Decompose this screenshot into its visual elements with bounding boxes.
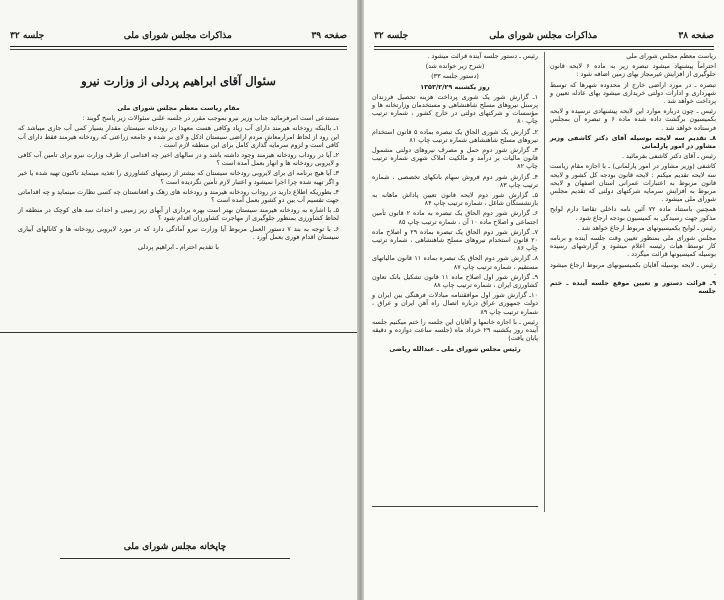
article-title: سئوال آقای ابراهیم پردلی از وزارت نیرو [81,74,276,88]
right-page-header [374,28,714,44]
agenda-heading: (دستور جلسه ۳۳) [431,72,479,81]
left-header-rule [10,46,347,47]
right-page-label: صفحه ۳۸ [678,31,714,41]
agenda-item: ۴ـ گزارش شور دوم فروش سهام بانکهای تخصصی ، شماره ترتیب چاپ ۸۳ [372,172,538,189]
agenda-item: ۶ـ گزارش شور دوم الحاق یک تبصره به ماده ۲ قانون تأمین اجتماعی و اصلاح ماده ۱۰ آن ، شماره ترتیب چاپ ۸۵ [372,209,538,226]
article-body [18,104,339,253]
right-page-session-label: جلسه ۳۲ [374,31,409,41]
agenda-item: ۱ـ گزارش شور یک شوری پرداخت هزینه تحصیل فرزندان پرسنل نیروهای مسلح شاهنشاهی و مستخدمان وزارتخانه ها و مؤسسات و شرکتهای دولتی در خارج کشور ، شماره ترتیب چاپ ۸۰ [372,92,538,126]
right-page [364,0,724,600]
article-paragraph: مستدعی است امرفرمائید جناب وزیر نیرو بموجب مقرر در جلسه علنی سئوالات زیر پاسخ گویند : [82,114,339,123]
article-paragraph: ۴ـ بطوریکه اطلاع دارید در روداب رودخانه هیرمند و رودخانه های زهک و افغانستان چه کسی نظارت مینماید و چه اقداماتی جهت تقسیم آب بین دو کشور بعمل آمده است ؟ [18,187,339,205]
article-paragraph: ۶ـ با توجه به بند ۷ دستور العمل مربوط آیا وزارت نیرو آمادگی دارد که در مورد لایروبی رودخانه ها و کانالهای آبیاری سیستان اقدام فوری بعمل آورد . [18,224,339,241]
right-column-paragraph: رئیس ـ لوایح بکمیسیونهای مربوط ارجاع خواهد شد . [577,223,716,232]
article-paragraph: مقام ریاست معظم مجلس شورای ملی [117,104,240,112]
right-column-paragraph: احتراماً پیشنهاد میشود تبصره زیر به ماده ۶ لایحه قانون جلوگیری از افزایش غیرمجاز بهای زمین اضافه شود : [550,62,716,79]
right-column-paragraph: همچنین باستناد ماده ۷۲ آئین نامه داخلی تقاضا دارم لوایح مذکور جهت رسیدگی به کمیسیون بودجه ارجاع شود . [550,205,716,222]
left-page-label: صفحه ۳۹ [311,31,347,41]
left-section-divider [0,332,357,333]
speaker-signature: رئیس مجلس شورای ملی ـ عبدالله ریاضی [389,344,521,353]
left-header-rule-thin [10,49,347,50]
right-column-paragraph: تبصره ـ در مورد اراضی خارج از محدوده شهرها که توسط شهرداری و ادارات دولتی خریداری میشود بهای عادله تعیین و پرداخت خواهد شد . [550,80,716,106]
agenda-item: ۸ـ گزارش شور دوم الحاق یک تبصره بماده ۱۱ قانون مالیاتهای مستقیم ، شماره ترتیب چاپ ۸۷ [372,254,538,271]
right-column-paragraph: رئیس ـ چون درباره موارد این لایحه پیشنهادی نرسیده و لایحه بکمیسیون برگشت داده شده ماده ۶ و تبصره آن بمجلس فرستاده خواهد شد . [550,107,716,132]
left-column-paragraph: رئیس ـ دستور جلسه آینده قرائت میشود . [427,52,538,60]
right-page-end-rule [372,506,538,507]
article-signature: با تقدیم احترام ـ ابراهیم پردلی [138,243,219,252]
article-paragraph: ۲ـ آیا در روداب رودخانه هیرمند وجود داشته باشد و در سالهای اخیر چه اقدامی از طرف وزارت نیرو برای تامین آب کافی و لایروبی رودخانه ها و انهار بعمل آمده است ؟ [18,151,339,168]
right-column-paragraph: کاشفی (وزیر مشاور در امور پارلمانی) ـ با اجازه مقام ریاست سه لایحه تقدیم میکنم : لایحه قانون بودجه کل کشور و لایحه قانون مربوط به اعتبارات عمرانی استان اصفهان و لایحه مربوط به افزایش سرمایه شرکتهای دولتی که تقدیم مجلس شورای ملی میشود . [550,162,716,204]
right-column-paragraph: رئیس ـ آقای دکتر کاشفی بفرمائید . [621,152,716,161]
printer-imprint: چاپخانه مجلس شورای ملی [123,542,227,552]
left-page-header [10,28,347,44]
book-gutter [357,0,364,600]
section-heading: ۹ـ قرائت دستور و تعیین موقع جلسه آینده ـ ختم جلسه [550,279,716,296]
section-heading: ۸ـ تقدیم سه لایحه بوسیله آقای دکتر کاشفی وزیر مشاور در امور پارلمانی [550,133,716,151]
agenda-item: ۳ـ گزارش شور دوم حمل و مصرف نیروهای دولتی مشمول قانون مالیات بر درآمد و مالکیت املاک شهری شماره ترتیب چاپ ۸۲ [372,146,538,171]
right-header-rule-thin [374,49,714,50]
agenda-item: ۷ـ گزارش شور دوم الحاق یک تبصره بماده ۲۹ و اصلاح ماده ۲۰ قانون استخدام نیروهای مسلح شاهنشاهی ، شماره ترتیب چاپ ۸۶ [372,227,538,253]
right-column [550,52,716,297]
agenda-item: ۵ـ گزارش شور دوم لایحه قانون تعیین پاداش ماهانه به بازنشستگان شاغل ، شماره ترتیب چاپ ۸۴ [372,191,538,208]
agenda-item: ۱۰ـ گزارش شور اول موافقتنامه مبادلات فرهنگی بین ایران و دولت جمهوری عراق درباره اتصال راه آهن ایران و عراق ، شماره ترتیب چاپ ۸۹ [372,291,538,316]
agenda-date: روز یکشنبه ۱۳۵۳/۲/۲۹ [420,82,490,91]
article-paragraph: ۵ـ با اشاره به رودخانه هیرمند سیستان بهتر است بهره برداری از آبهای زیر زمینی و احداث سد های کوچک در منطقه از لحاظ کشاورزی بمنظور جلوگیری از مهاجرت کشاورزان اقدام شود ؟ [18,206,339,223]
agenda-item: ۲ـ گزارش یک شوری الحاق یک تبصره بماده ۵ قانون استخدام نیروهای مسلح شاهنشاهی شماره ترتیب چاپ ۸۱ [372,127,538,144]
left-column-paragraph: رئیس ـ با اجازه خانمها و آقایان این جلسه را ختم میکنیم جلسه آینده روز یکشنبه ۲۹ خرداد ماه (جلسه ساعت دوازده و دقیقه پایان یافت) [372,317,538,343]
right-column-paragraph: رئیس ـ لایحه بوسیله آقایان بکمیسیونهای مربوط ارجاع میشود . [550,260,716,277]
article-paragraph: ۱ـ بااینکه رودخانه هیرمند دارای آب زیاد وکافی هست معهذا در رودخانه سیستان مقدار بسیار کمی آب جاری میباشد که این رود از لحاظ امرارمعاش مردم اراضی سیستان اذکل و لای بر شده و جامعه زراعتی که رودخانه هیرمند فقط دارای آب کافی است و لزوم سرمایه گذاری کامل برای این منطقه لازم است . [18,124,339,149]
printer-rule [60,558,290,559]
left-column [372,52,538,355]
left-page-session-label: جلسه ۳۲ [10,31,45,41]
column-separator [544,52,545,512]
left-page-header-title: مذاکرات مجلس شورای ملی [123,31,232,41]
agenda-item: ۹ـ گزارش شور اول اصلاح ماده ۱۱ قانون تشکیل بانک تعاون کشاورزی ایران ، شماره ترتیب چاپ ۸۸ [372,272,538,290]
right-column-paragraph: مجلس شورای ملی بمنظور تعیین وقت جلسه آینده و برنامه کار توسط هیأت رئیسه اعلام میشود و گزارشهای رسیده بوسیله کمیسیونها قرائت میگردد . [550,234,716,259]
left-column-paragraph: (شرح زیر خوانده شد) [425,62,485,71]
right-column-paragraph: ریاست معظم مجلس شورای ملی [626,52,716,60]
left-page [0,0,357,600]
right-header-rule [374,46,714,47]
article-paragraph: ۳ـ آیا هیچ برنامه ای برای لایروبی رودخانه سیستان که بیشتر از زمینهای کشاورزی را تغذیه مینماید تاکنون تهیه شده یا خیر و اگر تهیه شده چرا اجرا نمیشود و اعتبار لازم تأمین نگردیده است ؟ [18,169,339,186]
right-page-header-title: مذاکرات مجلس شورای ملی [489,31,598,41]
